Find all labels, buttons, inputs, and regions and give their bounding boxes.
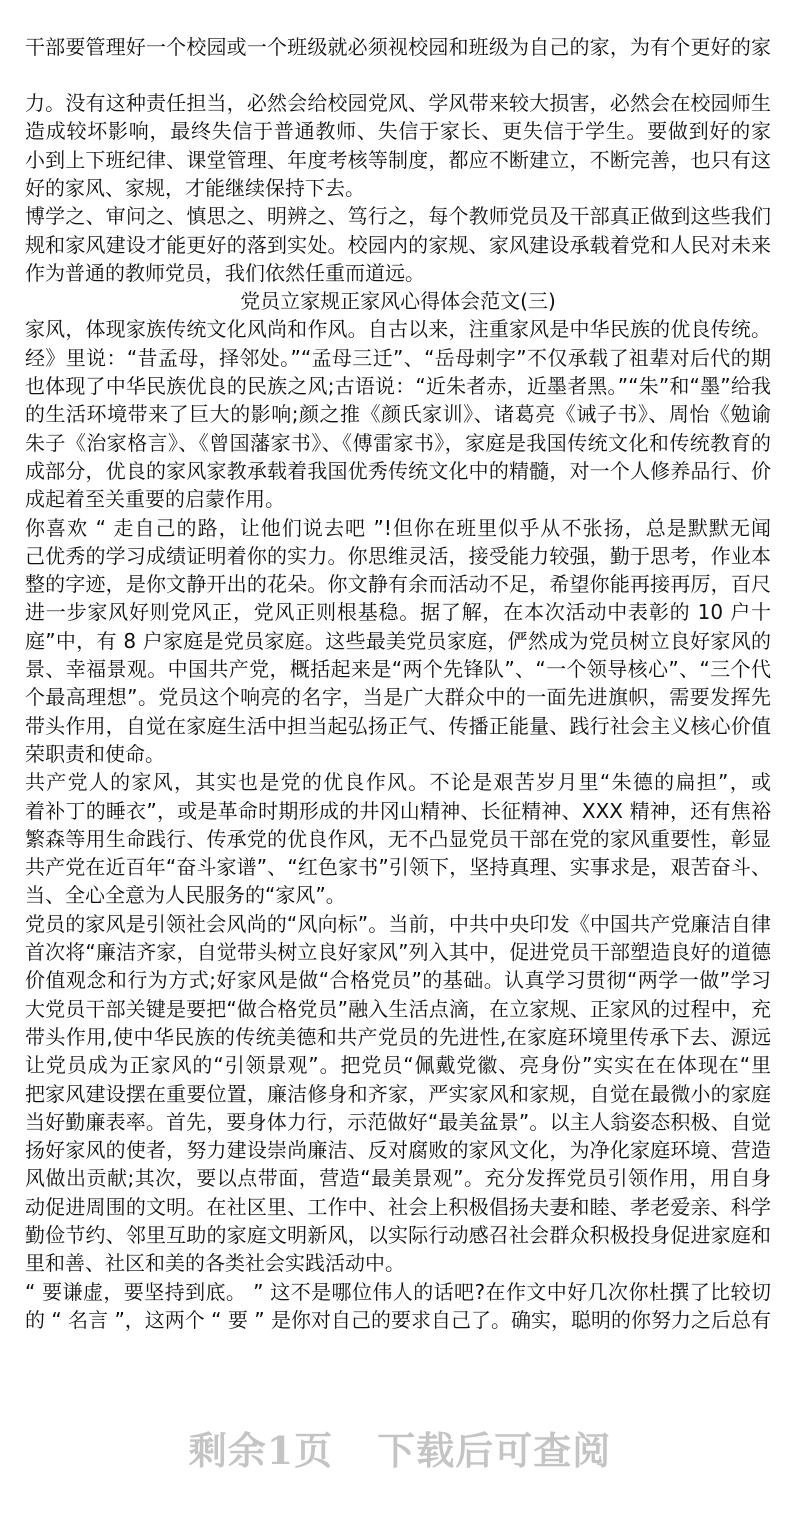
text-line: 带头作用，自觉在家庭生活中担当起弘扬正气、传播正能量、践行社会主义核心价值: [25, 713, 771, 738]
text-line: 成部分，优良的家风家教承载着我国优秀传统文化中的精髓，对一个人修养品行、价: [25, 458, 771, 483]
text-line: 首次将“廉洁齐家，自觉带头树立良好家风”列入其中，促进党员干部塑造良好的道德: [25, 940, 771, 964]
download-to-view-label: 下载后可查阅: [377, 1428, 612, 1473]
text-line: 整的字迹，是你文静开出的花朵。你文静有余而活动不足，希望你能再接再厉，百尺: [25, 572, 771, 597]
text-line: 造成较坏影响，最终失信于普通教师、失信于家长、更失信于学生。要做到好的家: [25, 119, 771, 144]
text-line: 里和善、社区和美的各类社会实践活动中。: [25, 1251, 405, 1276]
text-line: 荣职责和使命。: [25, 741, 165, 766]
text-line: 家风，体现家族传统文化风尚和作风。自古以来，注重家风是中华民族的优良传统。: [25, 317, 771, 342]
text-line: 干部要管理好一个校园或一个班级就必须视校园和班级为自己的家，为有个更好的家: [25, 35, 771, 59]
text-line: 博学之、审问之、慎思之、明辨之、笃行之，每个教师党员及干部真正做到这些我们: [25, 204, 771, 229]
text-line: 景、幸福景观。中国共产党，概括起来是“两个先锋队”、“一个领导核心”、“三个代: [25, 657, 771, 681]
text-line: 己优秀的学习成绩证明着你的实力。你思维灵活，接受能力较强，勤于思考，作业本: [25, 543, 771, 568]
text-line: 价值观念和行为方式;好家风是做“合格党员”的基础。认真学习贯彻“两学一做”学习: [25, 968, 771, 993]
text-line: 好的家风、家规，才能继续保持下去。: [25, 175, 365, 200]
text-line: 的生活环境带来了巨大的影响;颜之推《颜氏家训》、诸葛亮《诫子书》、周怡《勉谕: [25, 402, 771, 427]
text-line: 带头作用,使中华民族的传统美德和共产党员的先进性,在家庭环境里传承下去、源远: [25, 1024, 771, 1049]
text-line: 党员的家风是引领社会风尚的“风向标”。当前，中共中央印发《中国共产党廉洁自律: [25, 911, 771, 936]
text-line: 朱子《治家格言》、《曾国藩家书》、《傅雷家书》，家庭是我国传统文化和传统教育的: [25, 430, 771, 455]
text-line: 让党员成为正家风的“引领景观”。把党员“佩戴党徽、亮身份”实实在在体现在“里: [25, 1053, 771, 1078]
download-prompt[interactable]: [0, 1420, 800, 1475]
text-line: 共产党在近百年“奋斗家谱”、“红色家书”引领下，坚持真理、实事求是，艰苦奋斗、: [25, 855, 771, 880]
text-line: 个最高理想”。党员这个响亮的名字，当是广大群众中的一面先进旗帜，需要发挥先: [25, 685, 771, 710]
text-line: 繁森等用生命践行、传承党的优良作风，无不凸显党员干部在党的家风重要性，彰显: [25, 826, 771, 851]
text-line: 成起着至关重要的启蒙作用。: [25, 487, 285, 512]
text-line: 着补丁的睡衣”，或是革命时期形成的井冈山精神、长征精神、XXX 精神，还有焦裕: [25, 798, 771, 823]
text-line: 把家风建设摆在重要位置，廉洁修身和齐家，严实家风和家规，自觉在最微小的家庭: [25, 1081, 771, 1106]
text-line: 当好勤廉表率。首先，要身体力行，示范做好“最美盆景”。以主人翁姿态积极、自觉: [25, 1109, 771, 1134]
text-line: 经》里说：“昔孟母，择邻处。”“孟母三迁”、“岳母刺字”不仅承载了祖辈对后代的期: [25, 345, 771, 370]
text-line: 力。没有这种责任担当，必然会给校园党风、学风带来较大损害，必然会在校园师生: [25, 91, 771, 115]
text-line: “ 要谦虚，要坚持到底。 ” 这不是哪位伟人的话吧?在作文中好几次你杜撰了比较切: [25, 1279, 771, 1304]
text-line: 的 “ 名言 ”，这两个 “ 要 ” 是你对自己的要求自己了。确实，聪明的你努力之后总有: [25, 1307, 771, 1332]
text-line: 小到上下班纪律、课堂管理、年度考核等制度，都应不断建立，不断完善，也只有这: [25, 147, 771, 172]
text-line: 作为普通的教师党员，我们依然任重而道远。: [25, 260, 425, 285]
text-line: 庭”中，有 8 户家庭是党员家庭。这些最美党员家庭，俨然成为党员树立良好家风的: [25, 628, 771, 653]
text-line: 风做出贡献;其次，要以点带面，营造“最美景观”。充分发挥党员引领作用，用自身: [25, 1166, 771, 1191]
text-line: 勤俭节约、邻里互助的家庭文明新风，以实际行动感召社会群众积极投身促进家庭和: [25, 1223, 771, 1247]
text-line: 扬好家风的使者，努力建设崇尚廉洁、反对腐败的家风文化，为净化家庭环境、营造: [25, 1138, 771, 1163]
remaining-pages-label: 剩余1页: [188, 1428, 334, 1473]
section-title: 党员立家规正家风心得体会范文(三): [240, 289, 556, 314]
text-line: 共产党人的家风，其实也是党的优良作风。不论是艰苦岁月里“朱德的扁担”，或: [25, 770, 771, 795]
text-line: 你喜欢 “ 走自己的路，让他们说去吧 ”!但你在班里似乎从不张扬，总是默默无闻: [25, 515, 771, 540]
text-line: 进一步家风好则党风正，党风正则根基稳。据了解，在本次活动中表彰的 10 户十: [25, 600, 771, 625]
text-line: 动促进周围的文明。在社区里、工作中、社会上积极倡扬夫妻和睦、孝老爱亲、科学: [25, 1194, 771, 1219]
text-line: 也体现了中华民族优良的民族之风;古语说：“近朱者赤，近墨者黑。”“朱”和“墨”给我: [25, 374, 771, 398]
text-line: 规和家风建设才能更好的落到实处。校园内的家规、家风建设承载着党和人民对未来: [25, 232, 771, 257]
text-line: 大党员干部关键是要把“做合格党员”融入生活点滴，在立家规、正家风的过程中，充: [25, 996, 771, 1021]
text-line: 当、全心全意为人民服务的“家风”。: [25, 883, 346, 908]
